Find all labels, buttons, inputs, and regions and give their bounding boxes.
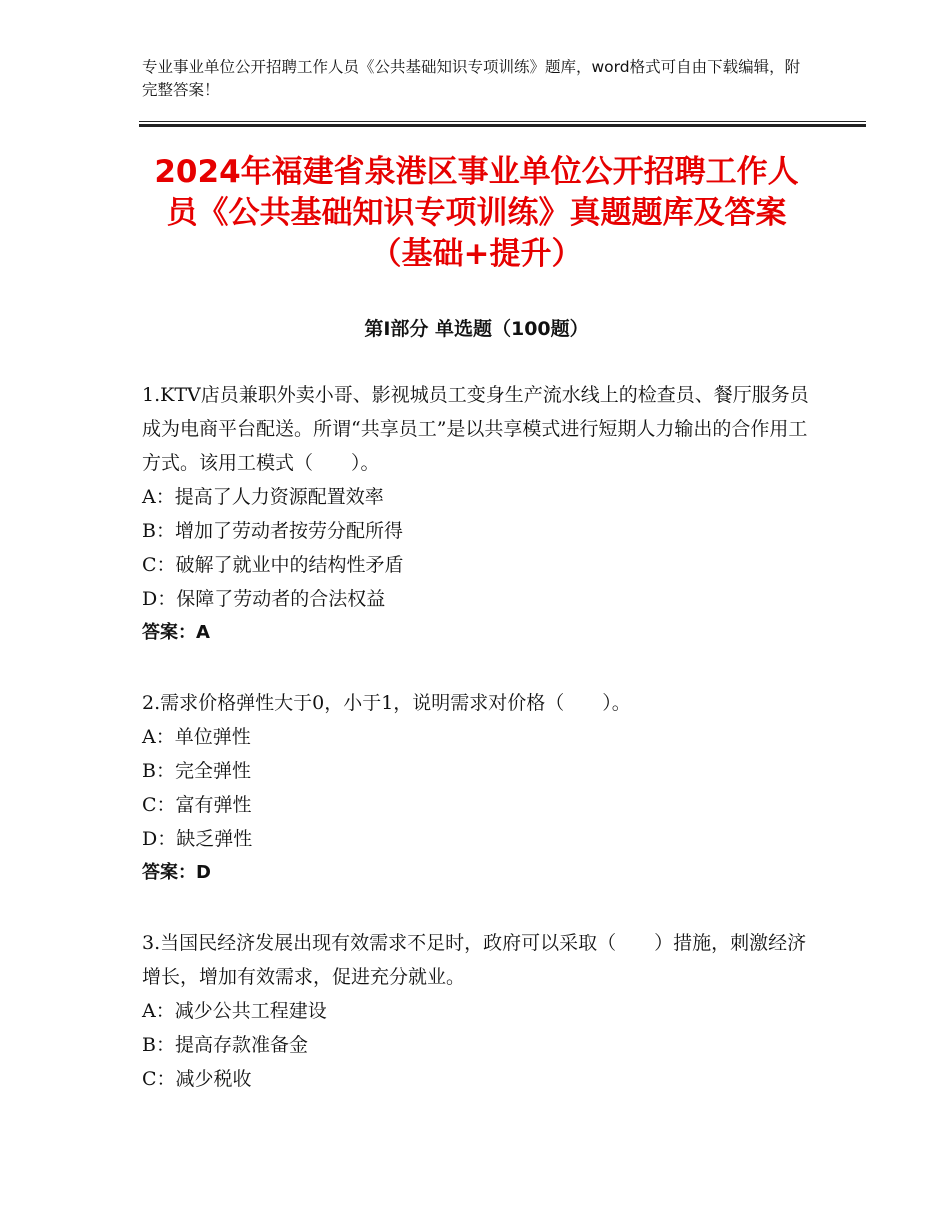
- question-1: [142, 378, 812, 650]
- question-2: [142, 686, 812, 890]
- option-a: A：单位弹性: [142, 726, 251, 748]
- header-note: 专业事业单位公开招聘工作人员《公共基础知识专项训练》题库，word格式可自由下载编辑，附完整答案！: [142, 58, 801, 99]
- header-rule-thin: [139, 121, 866, 122]
- option-a: A：提高了人力资源配置效率: [142, 486, 384, 508]
- option-c: C：减少税收: [142, 1068, 252, 1090]
- option-b: B：增加了劳动者按劳分配所得: [142, 520, 403, 542]
- section-title: 第Ⅰ部分 单选题（100题）: [364, 318, 589, 340]
- answer: 答案：D: [142, 862, 211, 883]
- option-a: A：减少公共工程建设: [142, 1000, 327, 1022]
- option-c: C：富有弹性: [142, 794, 252, 816]
- document-title: 2024年福建省泉港区事业单位公开招聘工作人员《公共基础知识专项训练》真题题库及答案（基础+提升）: [154, 154, 799, 272]
- header-rule-thick: [139, 124, 866, 127]
- answer: 答案：A: [142, 622, 210, 643]
- question-stem: 3.当国民经济发展出现有效需求不足时，政府可以采取（ ）措施，刺激经济增长，增加有效需求，促进充分就业。: [142, 932, 807, 988]
- option-d: D：保障了劳动者的合法权益: [142, 588, 386, 610]
- question-stem: 2.需求价格弹性大于0，小于1，说明需求对价格（ ）。: [142, 692, 631, 714]
- option-b: B：提高存款准备金: [142, 1034, 308, 1056]
- option-b: B：完全弹性: [142, 760, 251, 782]
- option-d: D：缺乏弹性: [142, 828, 253, 850]
- question-3: [142, 926, 812, 1096]
- question-stem: 1.KTV店员兼职外卖小哥、影视城员工变身生产流水线上的检查员、餐厅服务员成为电商平台配送。所谓“共享员工”是以共享模式进行短期人力输出的合作用工方式。该用工模式（ ）。: [142, 384, 809, 474]
- option-c: C：破解了就业中的结构性矛盾: [142, 554, 404, 576]
